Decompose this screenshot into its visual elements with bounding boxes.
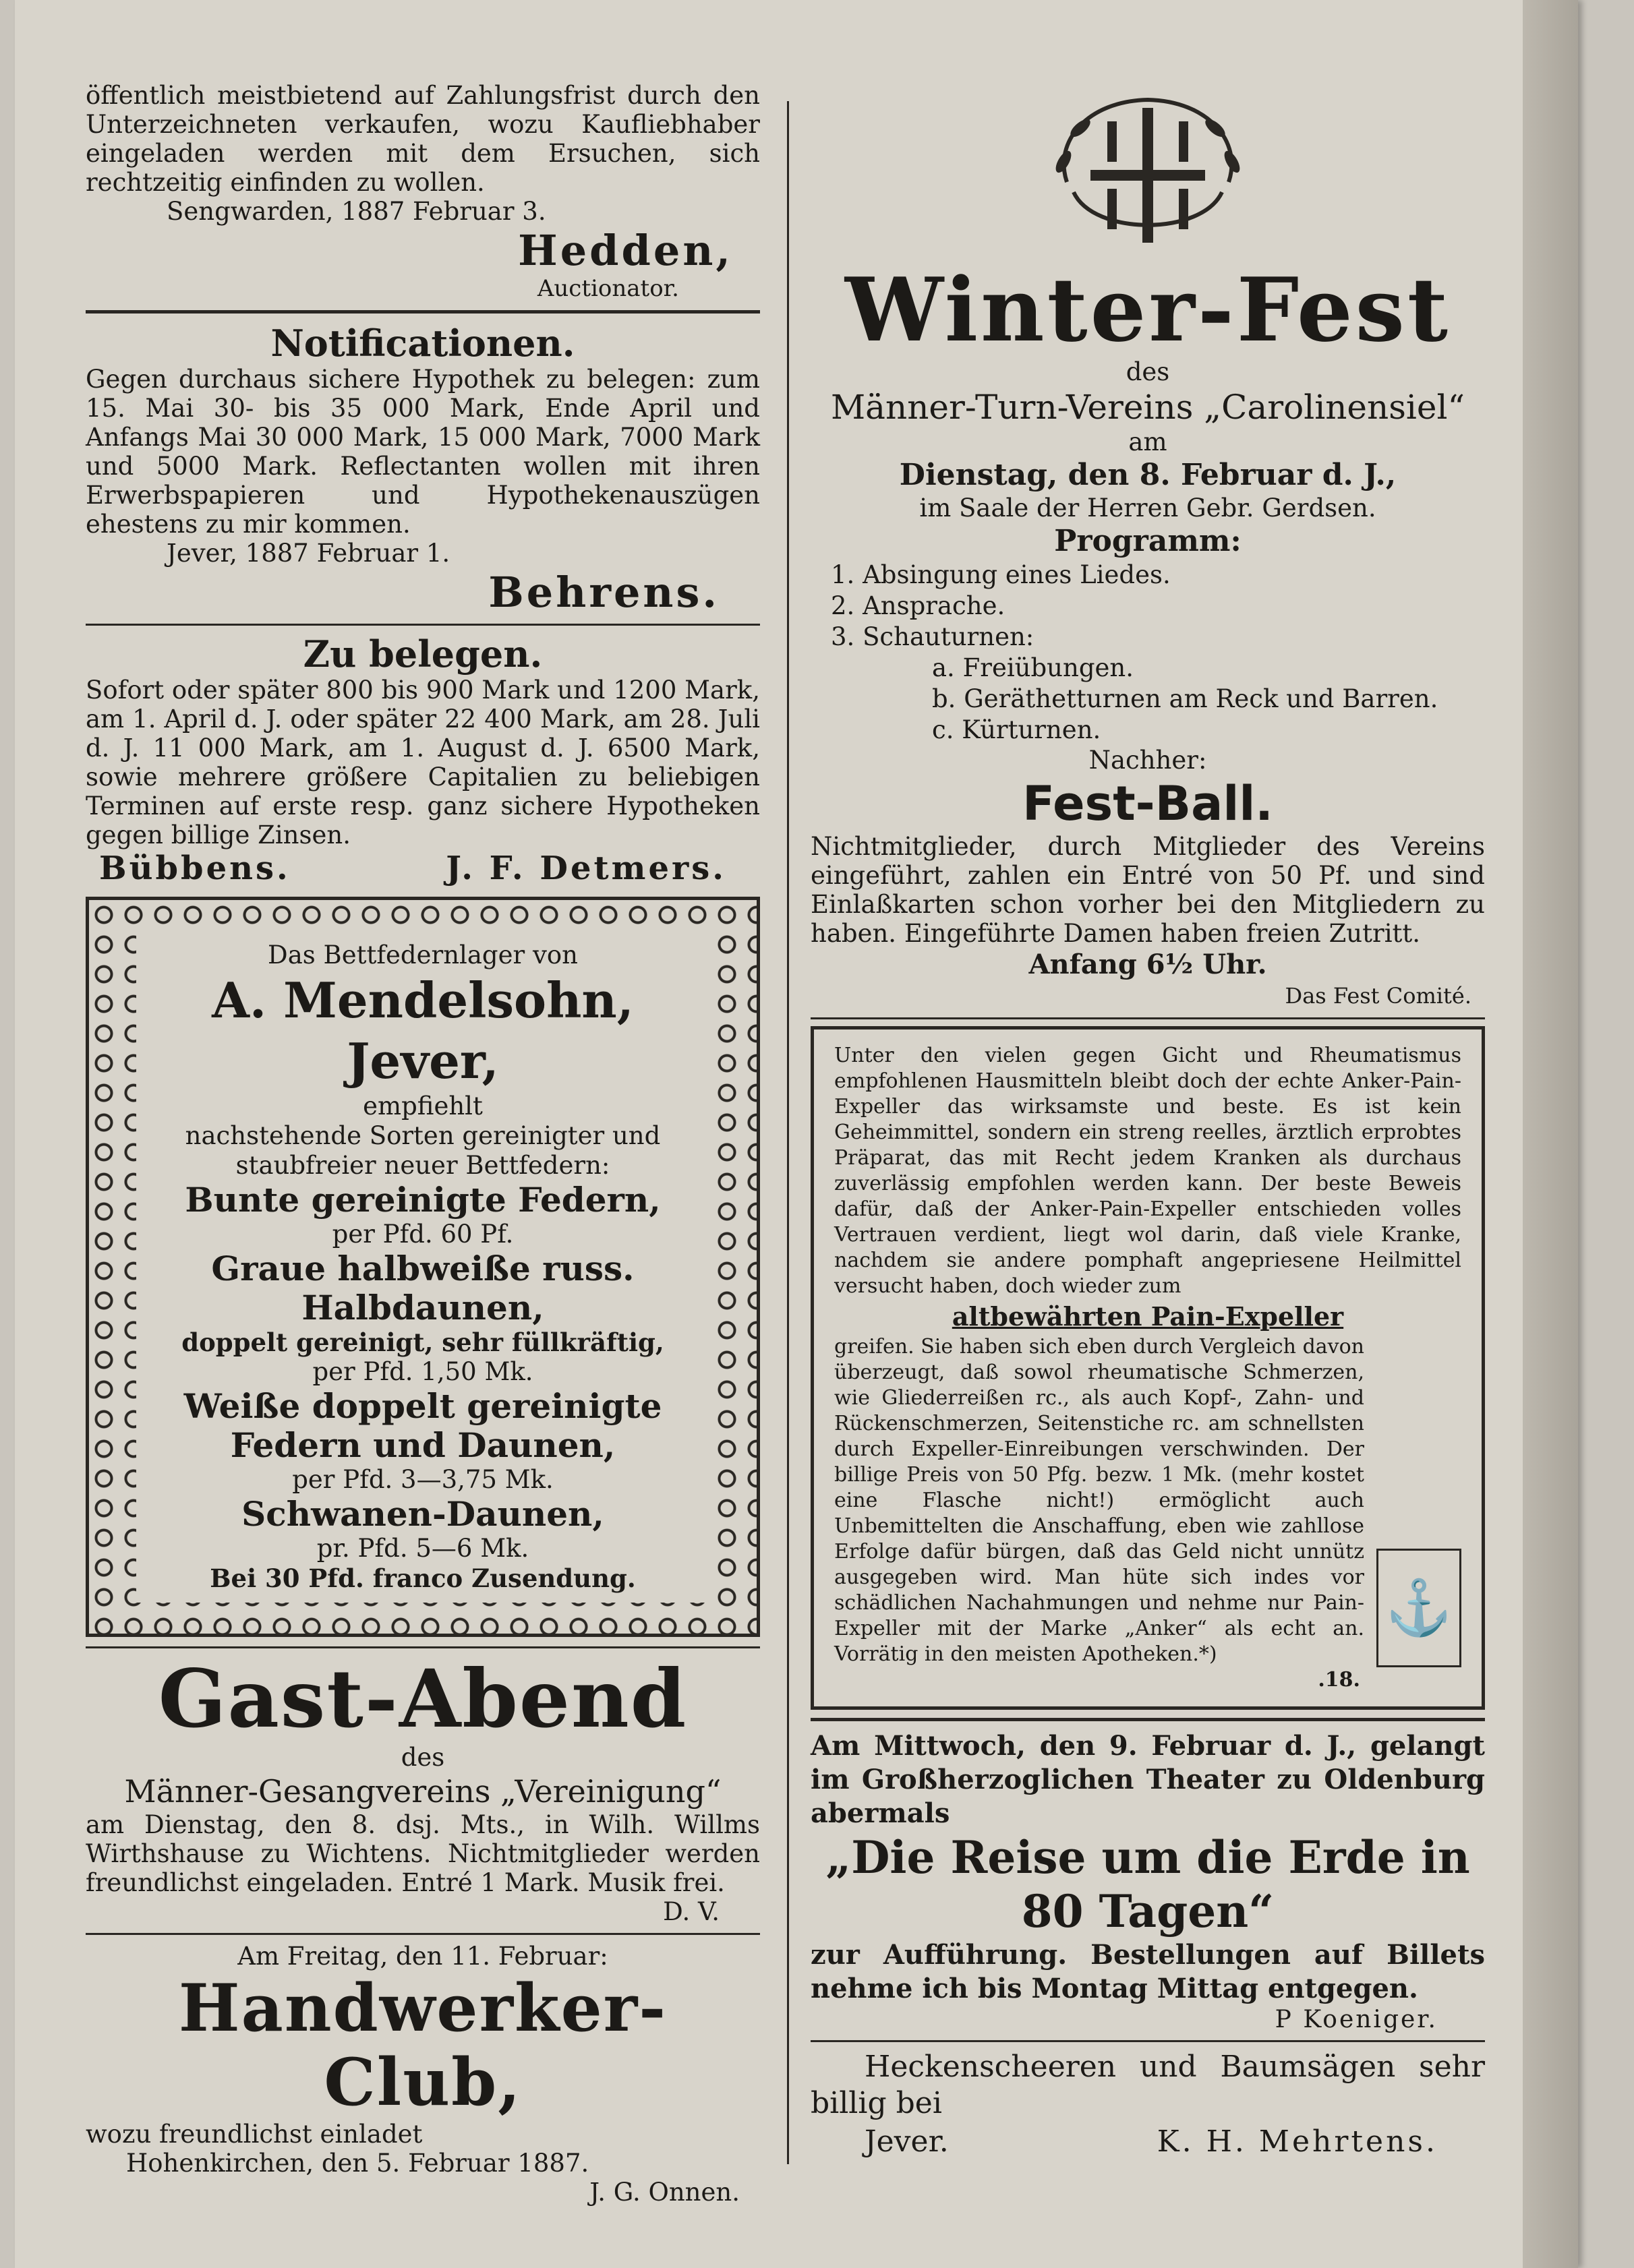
fest-program-heading: Programm: (1054, 524, 1242, 558)
hedge-name: K. H. Mehrtens. (1157, 2124, 1438, 2159)
belegen-heading: Zu belegen. (303, 632, 543, 676)
divider (811, 2040, 1485, 2042)
fest-committee: Das Fest Comité. (1285, 983, 1471, 1009)
fest-text: Nichtmitglieder, durch Mitglieder des Vereins eingeführt, zahlen ein Entré von 50 Pf. und sind Einlaßkarten schon vorher bei den Mitgliedern zu haben. Eingeführte Damen haben freien Zutritt. (811, 832, 1485, 948)
notif-place-date: Jever, 1887 Februar 1. (167, 539, 450, 568)
feathers-item-3: Weiße doppelt gereinigte Federn und Daunen, (183, 1386, 662, 1465)
notif-name: Behrens. (488, 568, 720, 617)
theatre-play: „Die Reise um die Erde in 80 Tagen“ (825, 1831, 1470, 1938)
fest-program-3c: c. Kürturnen. (932, 715, 1101, 744)
theatre-text-1: Am Mittwoch, den 9. Februar d. J., gelangt im Großherzoglichen Theater zu Oldenburg abermals (811, 1730, 1485, 1829)
fest-after: Nachher: (1088, 746, 1207, 775)
divider (86, 1933, 760, 1935)
feathers-desc: nachstehende Sorten gereinigter und staubfreier neuer Bettfedern: (185, 1121, 661, 1180)
expeller-highlight: altbewährten Pain-Expeller (952, 1301, 1344, 1332)
expeller-mark: .18. (1318, 1668, 1360, 1692)
gast-society: Männer-Gesangvereins „Vereinigung“ (124, 1773, 722, 1810)
gast-sign: D. V. (663, 1897, 720, 1926)
feathers-intro: Das Bettfedernlager von (268, 941, 578, 969)
fest-society: Männer-Turn-Vereins „Carolinensiel“ (830, 388, 1465, 427)
feathers-item-2: Graue halbweiße russ. Halbdaunen, (211, 1249, 635, 1327)
expeller-text-1: Unter den vielen gegen Gicht und Rheumatismus empfohlenen Hausmitteln bleibt doch der echte Anker-Pain-Expeller das wirksamste und beste. Es ist kein Geheimmittel, sondern ein streng reelles, ärztlich erprobtes Präparat, das mit Recht jedem Kranken als durchaus zuverlässig empfohlen werden kann. Der beste Beweis dafür, daß der Anker-Pain-Expeller entschieden volles Vertrauen verdient, liegt wol darin, daß viele Kranke, nachdem sie andere pomphaft angepriesene Heilmittel versucht haben, doch wieder zum (834, 1044, 1461, 1298)
belegen-name-1: Bübbens. (99, 849, 291, 887)
divider (86, 624, 760, 626)
gast-des: des (401, 1743, 445, 1772)
club-invite: wozu freundlichst einladet (86, 2120, 423, 2149)
belegen-name-2: J. F. Detmers. (446, 849, 726, 887)
auction-name: Hedden, (518, 226, 733, 275)
fest-start: Anfang 6½ Uhr. (1028, 949, 1267, 980)
feathers-price-2: per Pfd. 1,50 Mk. (312, 1357, 533, 1386)
feathers-item-4: Schwanen-Daunen, (241, 1494, 604, 1534)
divider (86, 310, 760, 314)
auction-role: Auctionator. (537, 275, 679, 302)
turner-cross-emblem-icon (1026, 81, 1269, 263)
hedge-place: Jever. (865, 2124, 949, 2159)
fest-ball: Fest-Ball. (1022, 776, 1273, 831)
theatre-text-2: zur Aufführung. Bestellungen auf Billets nehme ich bis Montag Mittag entgegen. (811, 1939, 1485, 2004)
fest-title: Winter-Fest (845, 258, 1451, 361)
left-column (86, 81, 760, 2207)
newspaper-page (15, 0, 1578, 2268)
auction-text: öffentlich meistbietend auf Zahlungsfrist durch den Unterzeichneten verkaufen, wozu Kaufliebhaber eingeladen werden mit dem Ersuchen, sich rechtzeitig einfinden zu wollen. (86, 81, 760, 197)
gast-title: Gast-Abend (158, 1652, 688, 1745)
expeller-ad (811, 1026, 1485, 1710)
expeller-text-2: greifen. Sie haben sich eben durch Vergleich davon überzeugt, daß sowol rheumatische Schmerzen, wie Gliederreißen rc., als auch Kopf-, Zahn- und Rückenschmerzen, Seitenstiche rc. am schnellsten durch Expeller-Einreibungen verschwinden. Der billige Preis von 50 Pfg. bezw. 1 Mk. (mehr kostet eine Flasche nicht!) ermöglicht auch Unbemittelten die Anschaffung, eben wie zahllose Erfolge dafür bürgen, daß das Geld nicht unnütz ausgegeben wird. Man hüte sich indes vor schädlichen Nachahmungen und nehme nur Pain-Expeller mit der Marke „Anker“ als echt an. Vorrätig in den meisten Apotheken.*) (834, 1335, 1364, 1666)
fest-program-3b: b. Geräthetturnen am Reck und Barren. (932, 684, 1438, 713)
fest-program-1: 1. Absingung eines Liedes. (831, 560, 1171, 589)
gast-text: am Dienstag, den 8. dsj. Mts., in Wilh. Willms Wirthshause zu Wichtens. Nichtmitglieder werden freundlichst eingeladen. Entré 1 Mark. Musik frei. (86, 1810, 760, 1897)
feathers-ad (86, 897, 760, 1637)
belegen-text: Sofort oder später 800 bis 900 Mark und 1200 Mark, am 1. April d. J. oder später 22 400 Mark, am 28. Juli d. J. 11 000 Mark, am 1. August d. J. 6500 Mark, sowie mehrere größere Capitalien zu beliebigen Terminen auf erste resp. ganz sichere Hypotheken gegen billige Zinsen. (86, 676, 760, 849)
fest-des: des (1126, 357, 1170, 386)
feathers-price-4: pr. Pfd. 5—6 Mk. (316, 1534, 529, 1563)
column-divider (787, 101, 789, 2164)
divider (86, 1646, 760, 1648)
feathers-recommends: empfiehlt (363, 1092, 483, 1121)
auction-place-date: Sengwarden, 1887 Februar 3. (167, 197, 546, 226)
divider (811, 1017, 1485, 1019)
feathers-item-1: Bunte gereinigte Federn, (185, 1180, 661, 1220)
fest-program-3a: a. Freiübungen. (932, 653, 1134, 682)
fest-am: am (1128, 427, 1167, 456)
feathers-price-1: per Pfd. 60 Pf. (332, 1220, 514, 1249)
emblem (811, 81, 1485, 263)
notif-text: Gegen durchaus sichere Hypothek zu belegen: zum 15. Mai 30- bis 35 000 Mark, Ende April und Anfangs Mai 30 000 Mark, 15 000 Mark, 7000 Mark und 5000 Mark. Reflectanten wollen mit ihren Erwerbspapieren und Hypothekenauszügen ehestens zu mir kommen. (86, 365, 760, 539)
notif-heading: Notificationen. (270, 322, 575, 365)
theatre-sign: P Koeniger. (1275, 2006, 1438, 2033)
fest-program-3: 3. Schauturnen: (831, 622, 1034, 651)
anchor-icon: ⚓ (1376, 1549, 1461, 1667)
feathers-price-3: per Pfd. 3—3,75 Mk. (292, 1465, 554, 1494)
hedge-text: Heckenscheeren und Baumsägen sehr billig bei (811, 2050, 1485, 2120)
feathers-firm: A. Mendelsohn, Jever, (212, 972, 634, 1090)
page-edge (1523, 0, 1578, 2268)
club-date: Am Freitag, den 11. Februar: (237, 1942, 608, 1971)
club-sign: J. G. Onnen. (589, 2178, 740, 2207)
right-column (811, 81, 1485, 2162)
fest-date: Dienstag, den 8. Februar d. J., (899, 458, 1397, 492)
fest-program-2: 2. Ansprache. (831, 591, 1005, 620)
divider (811, 1718, 1485, 1721)
club-title: Handwerker-Club, (178, 1970, 668, 2120)
feathers-desc-2: doppelt gereinigt, sehr füllkräftig, (181, 1327, 664, 1357)
club-place-date: Hohenkirchen, den 5. Februar 1887. (126, 2149, 589, 2178)
feathers-shipping: Bei 30 Pfd. franco Zusendung. (210, 1563, 636, 1593)
fest-venue: im Saale der Herren Gebr. Gerdsen. (919, 494, 1376, 523)
